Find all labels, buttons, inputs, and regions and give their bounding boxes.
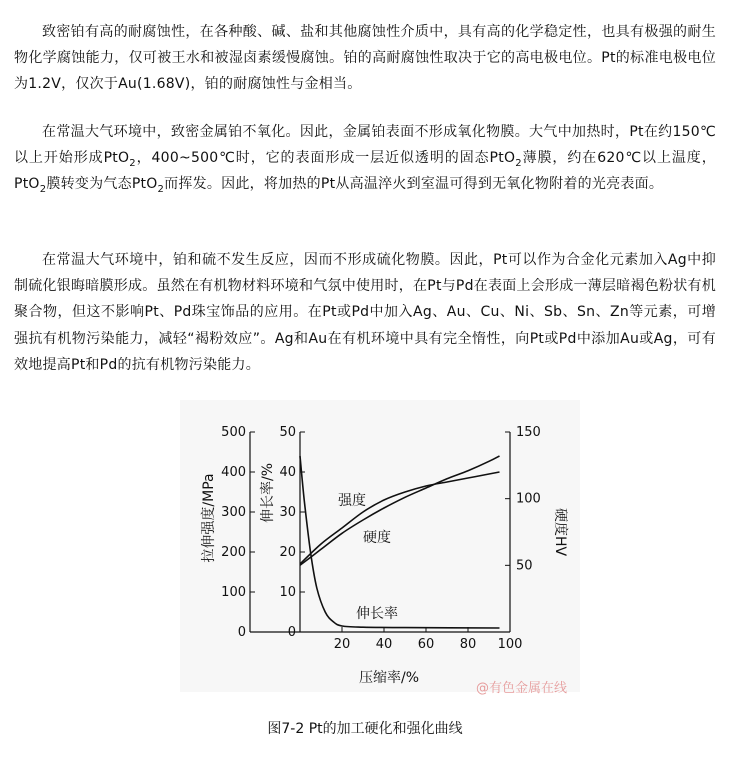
tick-label-x: 80: [459, 637, 477, 652]
tick-label-tensile: 100: [221, 585, 246, 600]
subscript-2: 2: [157, 184, 165, 196]
figure-caption: 图7-2 Pt的加工硬化和强化曲线: [267, 721, 463, 737]
tick-label-elongation: 50: [279, 425, 296, 440]
y-axis-label-elongation: 伸长率/%: [260, 462, 276, 524]
paragraph-corrosion: 致密铂有高的耐腐蚀性，在各种酸、碱、盐和其他腐蚀性介质中，具有高的化学稳定性，也具有极强的耐生物化学腐蚀能力，仅可被王水和被湿卤素缓慢腐蚀。铂的高耐腐蚀性取决于它的高电极电位。Pt的标准电极电位为1.2V，仅次于Au(1.68V)，铂的耐腐蚀性与金相当。: [14, 24, 716, 93]
tick-label-elongation: 0: [287, 625, 296, 640]
series-line-strength: [300, 472, 500, 564]
tick-label-x: 20: [333, 637, 351, 652]
paragraph-sulfidation: 在常温大气环境中，铂和硫不发生反应，因而不形成硫化物膜。因此，Pt可以作为合金化元素加入Ag中抑制硫化银晦暗膜形成。虽然在有机物材料环境和气氛中使用时，在Pt与Pd在表面上会形成一薄层暗褐色粉状有机聚合物，但这不影响Pt、Pd珠宝饰品的应用。在Pt或Pd中加入Ag、Au、Cu、Ni、Sb、Sn、Zn等元素，可增强抗有机物污染能力，减轻“褐粉效应”。Ag和Au在有机环境中具有完全惰性，向Pt或Pd中添加Au或Ag，可有效地提高Pt和Pd的抗有机物污染能力。: [14, 252, 717, 373]
tick-label-tensile: 0: [237, 625, 246, 640]
paragraph-oxidation-part-e: 而挥发。因此，将加热的Pt从高温淬火到室温可得到无氧化物附着的光亮表面。: [164, 176, 664, 193]
tick-label-tensile: 400: [221, 465, 246, 480]
tick-label-x: 40: [375, 637, 393, 652]
tick-label-hardness: 150: [516, 425, 541, 440]
subscript-2: 2: [39, 184, 47, 196]
series-line-hardness: [300, 456, 500, 565]
tick-label-tensile: 500: [221, 425, 246, 440]
tick-label-elongation: 20: [279, 545, 296, 560]
series-label-elongation: 伸长率: [356, 606, 398, 622]
watermark: @有色金属在线: [476, 681, 568, 696]
y-axis-label-tensile: 拉伸强度/MPa: [201, 473, 217, 563]
x-axis-label: 压缩率/%: [358, 670, 420, 686]
paragraph-oxidation-part-c: 薄膜，约在620℃以上温度，PtO: [14, 150, 716, 193]
tick-label-elongation: 30: [279, 505, 296, 520]
tick-label-elongation: 40: [279, 465, 296, 480]
tick-label-hardness: 100: [516, 491, 541, 507]
tick-label-x: 100: [497, 637, 523, 652]
subscript-2: 2: [515, 158, 522, 169]
paragraph-oxidation-part-b: ，400~500℃时，它的表面形成一层近似透明的固态PtO: [135, 150, 516, 167]
figure-chart: [180, 400, 580, 692]
series-label-strength: 强度: [338, 493, 366, 509]
tick-label-hardness: 50: [516, 558, 533, 574]
paragraph-oxidation-part-d: 膜转变为气态PtO: [46, 176, 158, 193]
paragraph-oxidation: [14, 119, 716, 198]
paragraph-oxidation-part-a: 在常温大气环境中，致密金属铂不氧化。因此，金属铂表面不形成氧化物膜。大气中加热时，Pt在约150℃以上开始形成PtO: [14, 124, 716, 167]
chart-svg: [180, 400, 580, 692]
tick-label-elongation: 10: [279, 585, 296, 600]
subscript-2: 2: [129, 158, 136, 169]
y-axis-label-hardness: 硬度HV: [552, 507, 568, 557]
tick-label-tensile: 300: [221, 505, 246, 520]
tick-label-tensile: 200: [221, 545, 246, 560]
series-label-hardness: 硬度: [363, 530, 391, 546]
tick-label-x: 60: [417, 637, 435, 652]
